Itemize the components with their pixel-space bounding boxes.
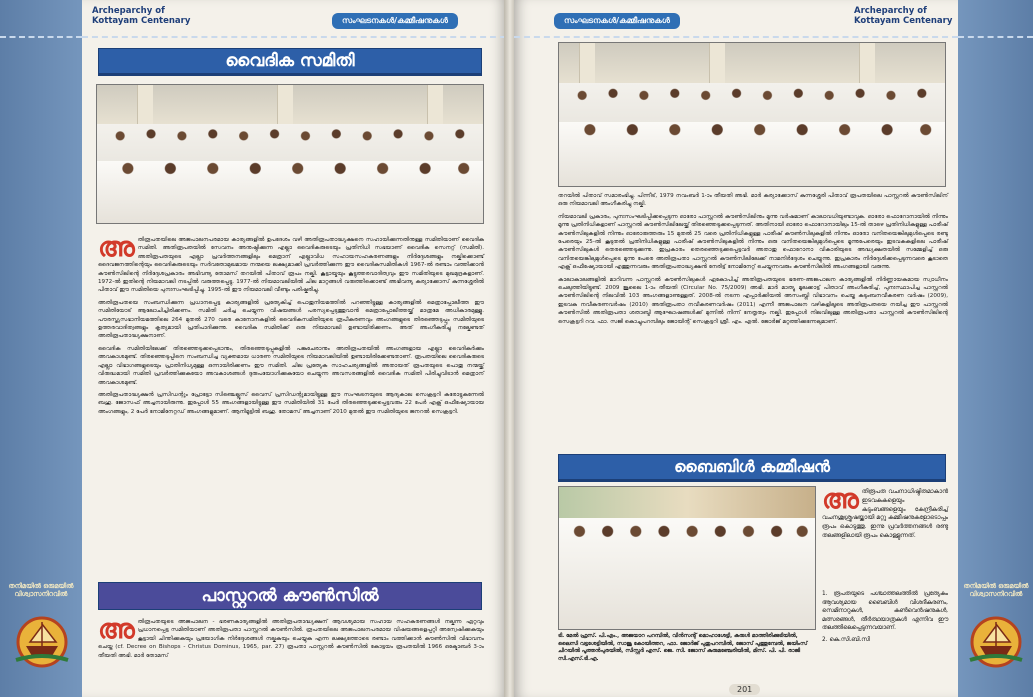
list-item: 2. കെ.സി.ബി.സി <box>822 636 870 643</box>
side-tagline: തനിമയിൽ ഒരുമയിൽ വിശ്വാസനിറവിൽ <box>963 582 1029 598</box>
stitch-line <box>0 36 82 38</box>
stitch-line <box>514 36 958 38</box>
ship-emblem-icon <box>12 610 72 668</box>
section-tab: സംഘടനകൾ/കമ്മീഷനുകൾ <box>332 13 458 29</box>
brand-title: Archeparchy of Kottayam Centenary <box>92 6 191 26</box>
ship-emblem-icon <box>966 610 1026 668</box>
left-page <box>82 0 506 697</box>
right-page <box>514 0 958 697</box>
brand-title: Archeparchy of Kottayam Centenary <box>854 6 953 26</box>
section-tab: സംഘടനകൾ/കമ്മീഷനുകൾ <box>554 13 680 29</box>
list-item: 1. രൂപതയുടെ പശ്ചാത്തലത്തിൽ പ്രത്യേകം ആവശ്യമായ ബൈബിൾ വിശദീകരണം, സെമിനാറുകൾ, കൺവെൻഷനുകൾ, മത്സരങ്ങൾ, തീർത്ഥയാത്രകൾ എന്നിവ ഈ തലത്തിലെപ്പെടുന്നവയാണ്. <box>822 591 948 632</box>
page-number: 201 <box>729 684 760 695</box>
article-bible-commission: അതിരൂപത വചനാധിഷ്ഠിതമാകാൻ ഇടവകകളെയും കുടുംബങ്ങളെയും കേന്ദ്രീകരിച്ച് വചനശുശ്രൂഷയ്ക്കായി മറ്റു കമ്മീഷനുകളോടൊപ്പം രൂപം കൊടുത്തു. ഇന്നു പ്രവർത്തനങ്ങൾ രണ്ടു തലങ്ങളിലായി രൂപം കൊള്ളുന്നത്. <box>822 484 948 539</box>
section-title-vaidika-samithi: വൈദിക സമിതി <box>98 48 482 74</box>
article-pastoral-council: അതിരൂപതയുടെ അജപാലന - ഭരണകാര്യങ്ങളിൽ അതിരൂപതാദ്ധ്യക്ഷന് ആവശ്യമായ സഹായ സഹകരണങ്ങൾ നല്കുന്ന ഏറ്റവും പ്രധാനപ്പെട്ട സമിതിയാണ് അതിരൂപതാ പാസ്റ്ററൽ കൗൺസിൽ. രൂപതയിലെ അജപാലനപരമായ വിഷയങ്ങളെപ്പറ്റി അന്വേഷിക്കുകയും കൂട്ടായി ചിന്തിക്കുകയും പ്രയോഗിക നിർദ്ദേശങ്ങൾ നല്കുകയും ചെയ്യുക എന്ന ലക്ഷ്യത്തോടെ രണ്ടാം വത്തിക്കാൻ കൗൺസിൽ വിഭാവനം ചെയ്ത (cf. Decree on Bishops - Christus Dominus, 1965, par. 27) രൂപതാ പാസ്റ്ററൽ കൗൺസിൽ കോട്ടയം രൂപതയിൽ 1966 ഒക്ടോബർ 3-ാം തീയതി അഭി. മാർ തോമസ് <box>98 614 484 659</box>
drop-cap: അ <box>822 484 859 515</box>
stitch-line <box>958 36 1033 38</box>
group-photo-pastoral-council <box>558 42 946 187</box>
group-photo-vaidika-samithi <box>96 84 484 224</box>
side-tagline: തനിമയിൽ ഒരുമയിൽ വിശ്വാസനിറവിൽ <box>8 582 74 598</box>
section-title-pastoral-council: പാസ്റ്ററൽ കൗൺസിൽ <box>98 582 482 610</box>
group-photo-bible-commission <box>558 486 816 630</box>
article-pastoral-council-cont: തറയിൽ പിതാവ് സമാരംഭിച്ചു. പിന്നീട്, 1979 നവംബർ 1-ാം തീയതി അഭി. മാർ കുര്യാക്കോസ് കുന്നശ്ശേരി പിതാവ് രൂപതയിലെ പാസ്റ്ററൽ കൗൺസിലിന് ഒരു നിയമാവലി അംഗീകരിച്ചു നല്കി. നിയമാവലി പ്രകാരം, പുനഃസംഘടിപ്പിക്കപ്പെടുന്ന ഓരോ പാസ്റ്ററൽ കൗൺസിലിനും മൂന്നു വർഷമാണ് കാലാവധിയുണ്ടാവുക. ഓരോ ഫൊറോനായിൽ നിന്നും മൂന്നു പ്രതിനിധികളാണ് പാസ്റ്ററൽ കൗൺസിലിലേയ്ക്ക് തിരഞ്ഞെടുക്കപ്പെടുന്നത്. അതിനായി ഓരോ ഫൊറോനായിലും 15-ൽ താഴെ പ്രതിനിധികളുള്ള പാരീഷ് കൗൺസിലുകളിൽ നിന്നും ഓരോരുത്തരും 15 മുതൽ 25 വരെ പ്രതിനിധികളുള്ള പാരീഷ് കൗൺസിലുകളിൽ നിന്നും ഓരോ വനിതയെങ്കിലുമുൾപ്പെടെ രണ്ടു പേരെയും 25-ൽ കൂടുതൽ പ്രതിനിധികളുള്ള പാരീഷ് കൗൺസിലുകളിൽ നിന്നും ഒരു വനിതയെങ്കിലുമുൾപ്പെടെ മൂന്നുപേരെയും ഇടവകകളിലെ പാരീഷ് കൗൺസിലുകൾ തെരഞ്ഞെടുക്കുന്നു. ഇപ്രകാരം തെരഞ്ഞെടുക്കപ്പെട്ടവർ അതാതു ഫൊറോനാ വികാരിയുടെ അദ്ധ്യക്ഷതയിൽ സമ്മേളിച്ച് ഒരു വനിതയെങ്കിലുമുൾപ്പെടെ മൂന്നു പേരെ അതിരൂപതാ പാസ്റ്ററൽ കൗൺസിലിലേക്ക് നാമനിർദ്ദേശം ചെയ്യുന്നു. ഇപ്രകാരം നിർദ്ദേശിക്കപ്പെടുന്നവരെ കൂടാതെ എക്സ് ഒഫീഷ്യോയായി എത്തുന്നവരും അതിരൂപതാദ്ധ്യക്ഷൻ നേരിട്ട് നോമിനേറ്റ് ചെയ്യുന്നവരും കൗൺസിലിൽ അംഗങ്ങളായി വരുന്നു. കാലാകാലങ്ങളിൽ മാറിവന്ന പാസ്റ്ററൽ കൗൺസിലുകൾ ഏകോപിച്ച് അതിരൂപതയുടെ ഭരണ-അജപാലന കാര്യങ്ങളിൽ നിർണ്ണായകമായ സ്വാധീനം ചെലുത്തിയിട്ടുണ്ട്. 2009 ജൂലൈ 1-ാം തീയതി (Circular No. 75/2009) അഭി. മാർ മാത്യു മൂലക്കാട്ട് പിതാവ് അംഗീകരിച്ച്, പുനഃസ്ഥാപിച്ച പാസ്റ്ററൽ കൗൺസിലിന്റെ നിലവിൽ 103 അംഗങ്ങളാണുള്ളത്. 2008-ൽ നടന്ന എപ്പാർക്കിയൽ അസംബ്ലി വിഭാവനം ചെയ്ത കുടുംബനവീകരണ വർഷം (2009), ഇടവക നവീകരണവർഷം (2010) അതിരൂപതാ നവീകരണവർഷം (2011) എന്നീ അജപാലന വഴികളിലൂടെ അതിരൂപതയെ നയിച്ച ഈ പാസ്റ്ററൽ കൗൺസിൽ അതിരൂപതാ ശതാബ്ദി ആഘോഷങ്ങൾക്ക് മുന്നിൽ നിന്ന് നേതൃത്വം നല്കി. ഇപ്പോൾ നിലവിലുള്ള അതിരൂപതാ പാസ്റ്ററൽ കൗൺസിലിന്റെ സെക്രട്ടറി റവ. ഫാ. സജി കൊച്ചുപറമ്പിലും ജോയിന്റ് സെക്രട്ടറി ശ്രീ. എം. എൽ. ജോർജ് മറ്റത്തിക്കുന്നേലുമാണ്. <box>558 193 948 325</box>
drop-cap: അ <box>98 614 135 645</box>
drop-cap: അ <box>98 232 135 263</box>
section-title-bible-commission: ബൈബിൾ കമ്മീഷൻ <box>558 454 946 480</box>
article-vaidika-samithi: അതിരൂപതയിലെ അജപാലനപരമായ കാര്യങ്ങളിൽ ഉപദേശം വഴി അതിരൂപതാദ്ധ്യക്ഷനെ സഹായിക്കുന്നതിനുള്ള സമിതിയാണ് വൈദിക സമിതി. അതിരൂപതയിൽ സേവനം അനുഷ്ഠിക്കുന്ന എല്ലാ വൈദികരുടെയും പ്രതിനിധി സഭയാണ് വൈദിക സെനറ്റ് (സമിതി). അതിരൂപതയുടെ എല്ലാ പ്രവർത്തനങ്ങളിലും മെത്രാന് എല്ലാവിധ സഹായസഹകരണങ്ങളും നിർദ്ദേശങ്ങളും നല്കിക്കൊണ്ട് ദൈവജനത്തിന്റെയും വൈദികരുടെയും സർവതോമുഖമായ നന്മയെ ലക്ഷ്യമാക്കി പ്രവർത്തിക്കുന്ന ഈ വൈദികസമിതികൾ 1967-ൽ രണ്ടാം വത്തിക്കാൻ കൗൺസിലിന്റെ നിർദ്ദേശപ്രകാരം അഭിവന്ദ്യ തോമസ് തറയിൽ പിതാവ് രൂപം നല്കി. കൂട്ടായ്മയും കൂട്ടുത്തരവാദിത്വവും ഈ സമിതിയുടെ മുഖമുദ്രകളാണ്. 1972-ൽ ഇതിന്റെ നിയമാവലി നടപ്പിൽ വരുത്തപ്പെട്ടു. 1977-ൽ നിയമാവലിയിൽ ചില മാറ്റങ്ങൾ വരുത്തിക്കൊണ്ട് അഭിവന്ദ്യ കുര്യാക്കോസ് കുന്നശ്ശേരിൽ പിതാവ് ഈ സമിതിയെ പുനഃസംഘടിപ്പിച്ചു. 1995-ൽ ഈ നിയമാവലി വീണ്ടും പരിഷ്കരിച്ചു. അതിരൂപതയെ സംബന്ധിക്കുന്ന പ്രധാനപ്പെട്ട കാര്യങ്ങളിൽ പ്രത്യേകിച്ച് പൊതുനിയമത്തിൽ പറഞ്ഞിട്ടുള്ള കാര്യങ്ങളിൽ മെത്രാപ്പോലീത്ത ഈ സമിതിയോട് ആലോചിച്ചിരിക്കണം. സമിതി ചർച്ച ചെയ്യുന്ന വിഷയങ്ങൾ പരസ്യപ്പെടുത്തുവാൻ മെത്രാപ്പോലീത്തയ്ക്ക് മാത്രമേ അധികാരമുള്ളൂ. പൗരസ്ത്യസഭാനിയമത്തിലെ 264 മുതൽ 270 വരെ കാനോനകളിൽ വൈദികസമിതിയുടെ രൂപീകരണവും അംഗങ്ങളുടെ തിരഞ്ഞെടുപ്പും സമിതിയുടെ ഉത്തരവാദിത്വങ്ങളും കൃത്യമായി പ്രതിപാദിക്കുന്നു. വൈദിക സമിതിക്ക് ഒരു നിയമാവലി ഉണ്ടായിരിക്കണം. അത് അംഗീകരിച്ചു നല്കേണ്ടത് അതിരൂപതാദ്ധ്യക്ഷനാണ്. വൈദിക സമിതിയിലേക്ക് തിരഞ്ഞെടുക്കപ്പെടാനും, തിരഞ്ഞെടുപ്പുകളിൽ പങ്കുചേരാനും അതിരൂപതയിൽ അംഗങ്ങളായ എല്ലാ വൈദികർക്കും അവകാശമുണ്ട്. തിരഞ്ഞെടുപ്പിനെ സംബന്ധിച്ച വ്യക്തമായ ധാരണ സമിതിയുടെ നിയമാവലിയിൽ ഉണ്ടായിരിക്കേണ്ടതാണ്. രൂപതയിലെ വൈദികരുടെ എല്ലാ വിഭാഗങ്ങളുടെയും പ്രാതിനിധ്യമുള്ള ഒന്നായിരിക്കണം ഈ സമിതി. ചില പ്രത്യേക സാഹചര്യങ്ങളിൽ അതായത് രൂപതയുടെ പൊതു നന്മയ്ക്ക് വിരുദ്ധമായി സമിതി പ്രവർത്തിക്കുകയോ അവകാശങ്ങൾ ദുരുപയോഗിക്കുകയോ ചെയ്യുന്ന അവസരങ്ങളിൽ വൈദിക സമിതി പിരിച്ചുവിടാൻ മെത്രാന് അവകാശമുണ്ട്. അതിരൂപതാദ്ധ്യക്ഷൻ പ്രസിഡന്റും പ്രോട്ടോ സിഞ്ചെല്ലൂസ് വൈസ് പ്രസിഡന്റുമായിട്ടുള്ള ഈ സംഘടനയുടെ ആദ്യകാല സെക്രട്ടറി കരോട്ടുകുന്നേൽ ബഹു. ജോസഫ് അച്ചനായിരുന്നു. ഇപ്പോൾ 55 അംഗങ്ങളായിട്ടുള്ള ഈ സമിതിയിൽ 31 പേർ തിരഞ്ഞെടുക്കപ്പെട്ടവരും 22 പേർ എക്സ് ഒഫീഷ്യോയായ അംഗങ്ങളും, 2 പേർ നോമിനേറ്റഡ് അംഗങ്ങളുമാണ്. ആനിമൂട്ടിൽ ബഹു. തോമസ് അച്ചനാണ് 2010 മുതൽ ഈ സമിതിയുടെ ജനറൽ സെക്രട്ടറി. <box>98 232 484 415</box>
photo-caption: ടി. മേൽ ഫ്രസ്. പി.എം., അജയാറ പറമ്പിൽ, വിൻസന്റ് മൊഹാശേട്ടി, കരുൾ മാത്തിരിക്കുടിയിൽ, ലൈസി വട്ടശേട്ടിയിൽ, സാജു കോയിത്തറ, ഫാ. ജോർജ് പുതുപറമ്പിൽ, ജോസ് പുത്തുമ്പേൽ, ജയിംസ് ചിറയിൽ പൂത്തൻപുരയിൽ, സിസ്റ്റർ എസ്. ജെ. സി. ജോസ് കുരുമഞ്ചേരിയിൽ, മിസ്. പി. പി. രാജി സി.എസ്.ടി.എ. <box>558 633 808 662</box>
stitch-line <box>82 36 506 38</box>
bible-commission-list <box>822 590 948 645</box>
